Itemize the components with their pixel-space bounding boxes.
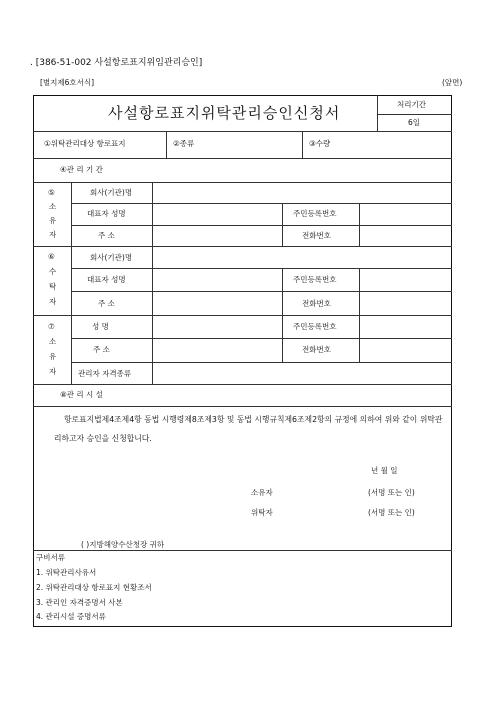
owner-phone-label: 전화번호 xyxy=(302,231,331,240)
owner2-name-label: 성 명 xyxy=(92,322,109,331)
owner2-phone-label: 전화번호 xyxy=(302,345,331,354)
owner2-side-3: 유 xyxy=(49,352,57,361)
owner-address-label: 주 소 xyxy=(98,231,115,240)
trustee-phone-label: 전화번호 xyxy=(302,299,331,308)
trustee-company-label: 회사(기관)명 xyxy=(90,253,133,262)
owner2-rrn-label: 주민등록번호 xyxy=(293,322,337,331)
type-label: ②종류 xyxy=(173,139,195,148)
period-label: ④관 리 기 간 xyxy=(60,165,103,174)
trustee-rrn-label: 주민등록번호 xyxy=(293,275,337,284)
trustee-side-1: ⑥ xyxy=(48,252,55,261)
trustor-sign-mark: (서명 또는 인) xyxy=(368,508,415,517)
owner-rrn-label: 주민등록번호 xyxy=(293,209,337,218)
attachments-title: 구비서류 xyxy=(36,553,65,562)
owner-rep-label: 대표자 성명 xyxy=(87,209,126,218)
processing-period-value: 6일 xyxy=(408,118,421,127)
application-statement: 항로표지법제4조제4항 동법 시행령제8조제3항 및 동법 시행규칙제6조제2항의 규정에 의하여 위와 같이 위탁관리하고자 승인을 신청합니다. xyxy=(54,415,443,443)
trustee-side-4: 자 xyxy=(49,297,57,306)
owner-sign-role: 소유자 xyxy=(251,488,273,497)
form-title: 사설항로표지위탁관리승인신청서 xyxy=(108,104,341,122)
form-label: [별지제6호서식] xyxy=(40,78,95,87)
owner2-side-2: 소 xyxy=(49,337,57,346)
attachment-item: 1. 위탁관리사유서 xyxy=(36,568,97,577)
owner2-qualification-label: 관리자 자격종류 xyxy=(78,369,132,378)
trustee-address-label: 주 소 xyxy=(98,299,115,308)
owner2-side-1: ⑦ xyxy=(48,322,55,331)
owner-side-3: 유 xyxy=(49,216,57,225)
attachment-item: 2. 위탁관리대상 항로표지 현황조서 xyxy=(36,583,152,592)
trustee-side-2: 수 xyxy=(49,267,57,276)
trustee-rep-label: 대표자 성명 xyxy=(87,275,126,284)
doc-code: . [386-51-002 사설항로표지위임관리승인] xyxy=(30,58,203,68)
date-line: 년 월 일 xyxy=(371,466,398,475)
owner-side-2: 소 xyxy=(49,202,57,211)
owner-company-label: 회사(기관)명 xyxy=(90,188,133,197)
page-side: (앞면) xyxy=(442,78,463,87)
addressee: ( )지방해양수산청장 귀하 xyxy=(81,540,165,549)
processing-period-label: 처리기간 xyxy=(397,100,426,109)
trustee-side-3: 탁 xyxy=(49,282,57,291)
owner-side-1: ⑤ xyxy=(48,188,55,197)
quantity-label: ③수량 xyxy=(309,139,331,148)
owner-sign-mark: (서명 또는 인) xyxy=(368,488,415,497)
target-label: ①위탁관리대상 항로표지 xyxy=(44,139,126,148)
facility-label: ⑧관 리 시 설 xyxy=(60,390,103,399)
owner2-address-label: 주 소 xyxy=(93,345,110,354)
attachment-item: 4. 관리시설 증명서류 xyxy=(36,612,106,621)
owner2-side-4: 자 xyxy=(49,367,57,376)
owner-side-4: 자 xyxy=(49,230,57,239)
attachment-item: 3. 관리인 자격증명서 사본 xyxy=(36,598,123,607)
trustor-sign-role: 위탁자 xyxy=(251,508,273,517)
